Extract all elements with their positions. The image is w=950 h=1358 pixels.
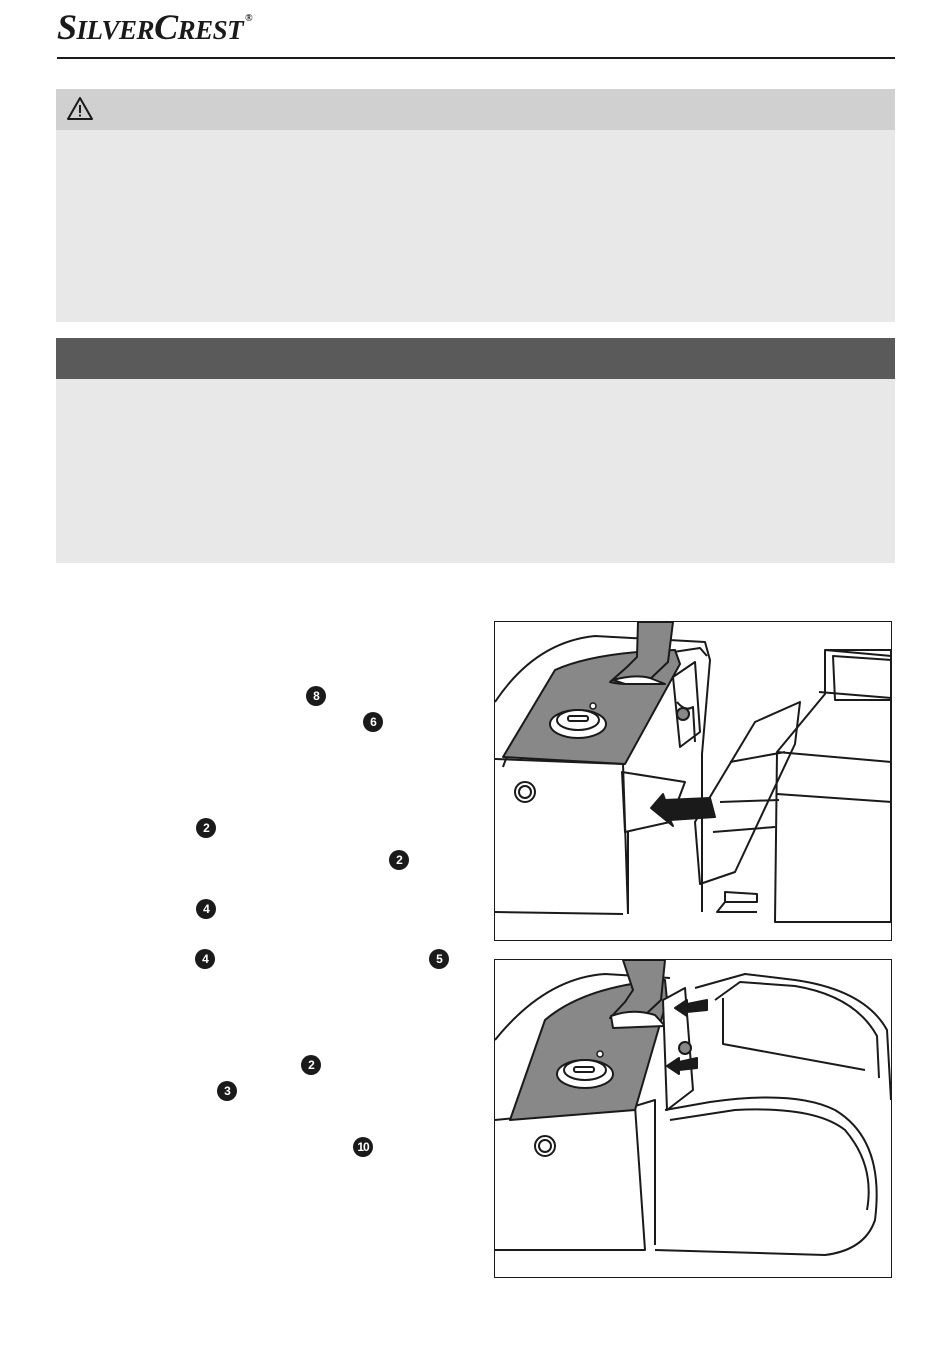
ref-badge: 5 (429, 949, 449, 969)
ref-badge: 4 (195, 949, 215, 969)
note-header (56, 338, 895, 379)
warning-header (56, 89, 895, 130)
ref-badge: 2 (196, 818, 216, 838)
header-rule (57, 57, 895, 59)
illustration-insert-unit (494, 621, 892, 941)
ref-badge: 4 (196, 899, 216, 919)
note-box (56, 338, 895, 563)
ref-badge: 3 (217, 1081, 237, 1101)
ref-badge: 2 (389, 850, 409, 870)
ref-badge: 2 (301, 1055, 321, 1075)
warning-triangle-icon (66, 96, 94, 122)
ref-badge: 6 (363, 712, 383, 732)
brand-logo: SILVERCREST ® (57, 7, 253, 47)
warning-box (56, 89, 895, 322)
illustration-unit-inserted (494, 959, 892, 1278)
ref-badge: 10 (353, 1137, 373, 1157)
ref-badge: 8 (306, 686, 326, 706)
